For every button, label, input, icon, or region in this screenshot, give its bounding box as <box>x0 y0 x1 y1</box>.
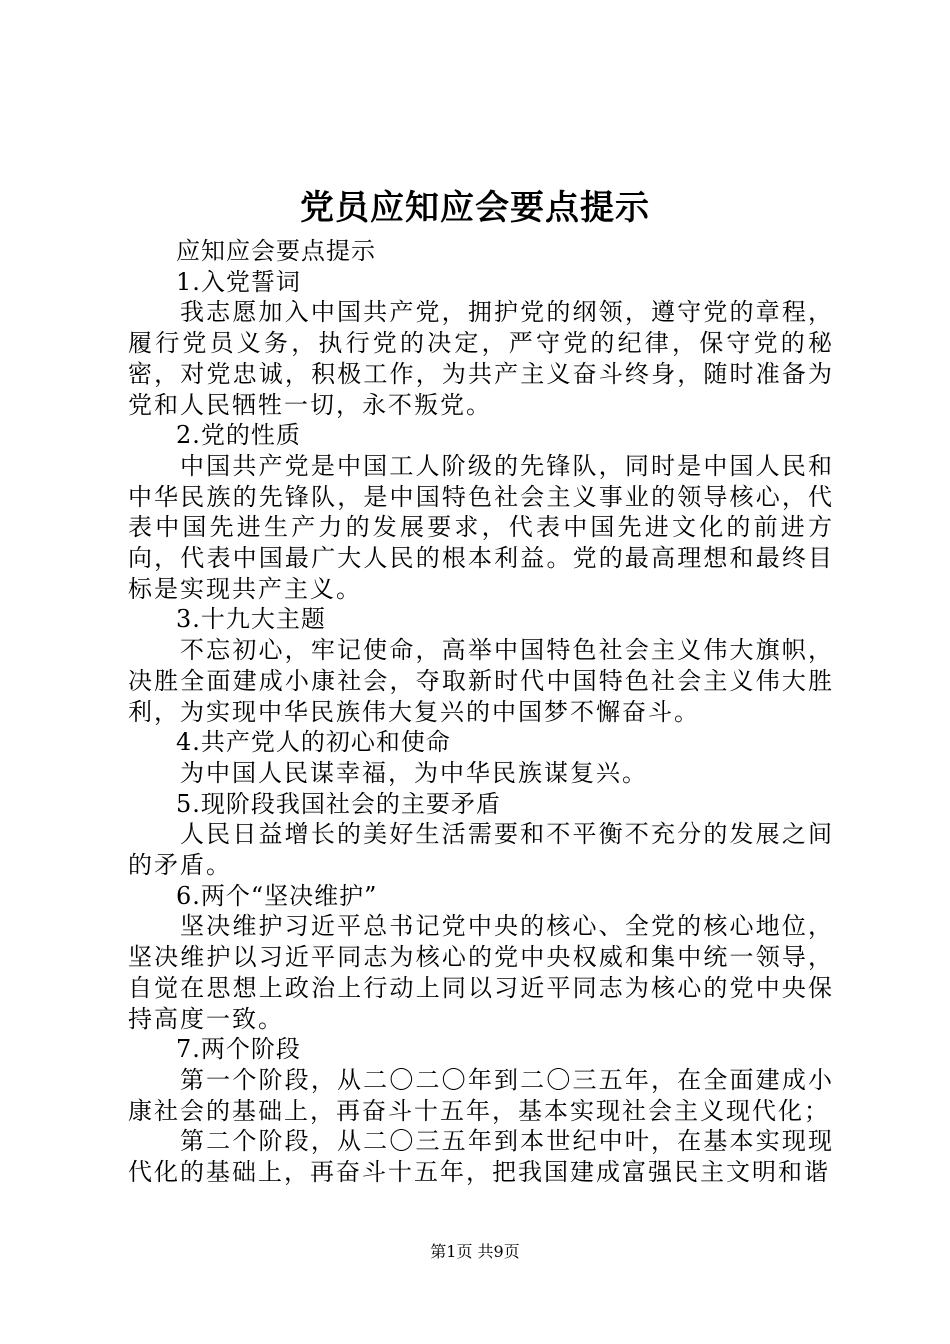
page-footer: 第1页 共9页 <box>430 1242 520 1261</box>
document-body <box>128 236 834 1188</box>
section-paragraph: 第一个阶段，从二〇二〇年到二〇三五年，在全面建成小康社会的基础上，再奋斗十五年，基本实现社会主义现代化； <box>128 1065 834 1125</box>
section-paragraph: 为中国人民谋幸福，为中华民族谋复兴。 <box>180 758 648 787</box>
section-heading: 7.两个阶段 <box>176 1035 301 1064</box>
section-paragraph: 不忘初心，牢记使命，高举中国特色社会主义伟大旗帜，决胜全面建成小康社会，夺取新时代中国特色社会主义伟大胜利，为实现中华民族伟大复兴的中国梦不懈奋斗。 <box>128 636 834 726</box>
section-paragraph: 人民日益增长的美好生活需要和不平衡不充分的发展之间的矛盾。 <box>128 820 834 880</box>
section-paragraph: 中国共产党是中国工人阶级的先锋队，同时是中国人民和中华民族的先锋队，是中国特色社会主义事业的领导核心，代表中国先进生产力的发展要求，代表中国先进文化的前进方向，代表中国最广大人民的根本利益。党的最高理想和最终目标是实现共产主义。 <box>128 451 834 603</box>
section-paragraph: 第二个阶段，从二〇三五年到本世纪中叶，在基本实现现代化的基础上，再奋斗十五年，把我国建成富强民主文明和谐 <box>128 1127 834 1187</box>
section-heading: 5.现阶段我国社会的主要矛盾 <box>176 789 501 818</box>
page-title: 党员应知应会要点提示 <box>300 188 650 228</box>
section-heading: 1.入党誓词 <box>176 267 301 296</box>
section-heading: 3.十九大主题 <box>176 605 326 634</box>
document-subtitle: 应知应会要点提示 <box>176 237 376 265</box>
section-paragraph: 坚决维护习近平总书记党中央的核心、全党的核心地位，坚决维护以习近平同志为核心的党中央权威和集中统一领导，自觉在思想上政治上行动上同以习近平同志为核心的党中央保持高度一致。 <box>128 912 834 1033</box>
section-heading: 4.共产党人的初心和使命 <box>176 728 451 757</box>
section-heading: 6.两个“坚决维护” <box>176 881 378 910</box>
section-paragraph: 我志愿加入中国共产党，拥护党的纲领，遵守党的章程，履行党员义务，执行党的决定，严守党的纪律，保守党的秘密，对党忠诚，积极工作，为共产主义奋斗终身，随时准备为党和人民牺牲一切，永不叛党。 <box>128 298 834 419</box>
section-heading: 2.党的性质 <box>176 421 301 450</box>
